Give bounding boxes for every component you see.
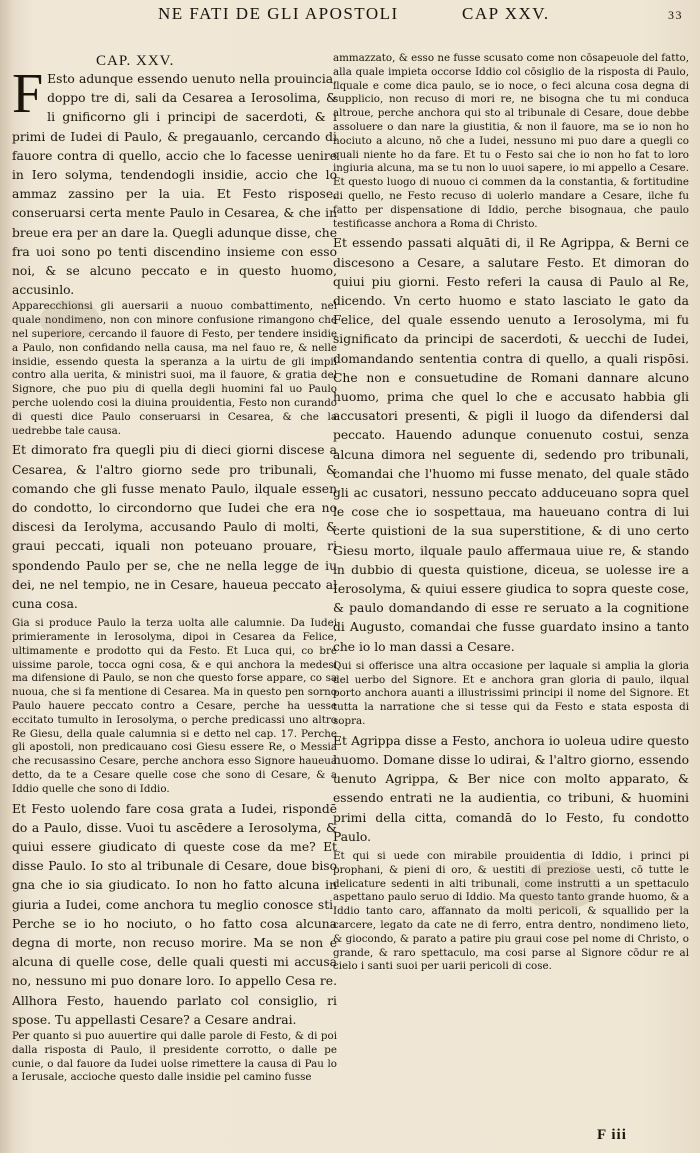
running-chapter: CAP XXV. [462, 4, 550, 23]
folio-number: 33 [668, 8, 683, 22]
signature-mark: F iii [597, 1127, 627, 1143]
commentary-paragraph-4: ammazzato, & esso ne fusse scusato come non cōsapeuole del fatto, alla quale impieta occorse Iddio col cōsiglio de la risposta di Paulo, ilquale e come dica paulo, se io noce, o feci alcuna cosa degna di supplicio, non recuso di mori re, ne bisogna che tu mi conduca altroue, perche anchora qui sto al tribunale di Cesare, doue debbe assoluere o dan nare la giustitia, & non il fauore, ma se io non ho nociuto a alcuno, nō che a Iudei, nessuno mi puo dare a quegli co quali niente ho da fare. Et tu o Festo sai che io non ho fat to loro ingiuria alcuna, ma se tu non lo uuoi sapere, io mi appello a Cesare. Et questo luogo di nuouo ci commen da la constantia, & fortitudine di quello, ne Festo recuso di uolerlo mandare a Cesare, ilche fu fatto per dispensatione di Iddio, perche bisognaua, che paulo testificasse anchora a Roma di Christo. [333, 52, 689, 230]
commentary-paragraph-2: Gia si produce Paulo la terza uolta alle calumnie. Da Iudei primieramente in Ierosolyma, dipoi in Cesarea da Felice, ultimamente e prodotto qui da Festo. Et Luca qui, co bre uissime parole, tocca ogni cosa, & e qui anchora la medesi ma difensione di Paulo, se non che questo forse appare, co sa nuoua, che si fa mentione di Cesarea. Ma in questo pen sorno Paulo hauere peccato contro a Cesare, perche ha uesse eccitato tumulto in Ierosolyma, o perche predicassi uno altro Re Giesu, della quale calumnia si e detto nel cap. 17. Perche gli apostoli, non predicauano cosi Giesu essere Re, o Messia che recusassino Cesare, perche anchora esso Signore haueua detto, da te a Cesare quelle cose che sono di Cesare, & a Iddio quelle che sono di Iddio. [12, 617, 337, 795]
paper-stain [520, 860, 600, 910]
commentary-paragraph-3: Per quanto si puo auuertire qui dalle parole di Festo, & di poi dalla risposta di Paulo, il presidente corrotto, o dalle pe cunie, o dal fauore da Iudei uolse rimettere la causa di Pau lo a Ierusale, accioche questo dalle insidie pel camino fusse [12, 1030, 337, 1084]
running-title: NE FATI DE GLI APOSTOLI [158, 4, 399, 23]
commentary-paragraph-1: Apparecchionsi gli auersarii a nuouo combattimento, nel quale nondimeno, non con minore confusione rimangono che nel superiore, cercando il fauore di Festo, per tendere insidie a Paulo, non confidando nella causa, ma nel fauo re, & nelle insidie, essendo questa la speranza a la uirtu de gli impii contro alla uerita, & ministri suoi, ma il fauore, & gratia del Signore, che puo piu di quella degli huomini fal uo Paulo perche uolendo cosi la diuina prouidentia, Festo non curando di questi dice Paulo conseruarsi in Cesarea, & che la uedrebbe tale causa. [12, 300, 337, 437]
drop-cap-letter: F [12, 63, 44, 125]
scripture-paragraph-5: Et Agrippa disse a Festo, anchora io uoleua udire questo huomo. Domane disse lo udirai, & l'altro giorno, essendo uenuto Agrippa, & Ber nice con molto apparato, & essendo entrati ne la audientia, co tribuni, & huomini primi della citta, comandā do lo Festo, fu condotto Paulo. [333, 733, 689, 844]
scripture-paragraph-2: Et dimorato fra quegli piu di dieci giorni discese a Cesarea, & l'altro giorno sede pro tribunali, & comando che gli fusse menato Paulo, ilquale essen do condotto, lo circondorno que Iudei che era no discesi da Ierolyma, accusando Paulo di molti, & graui peccati, iquali non poteuano prouare, ri spondendo Paulo per se, che ne nella legge de iu dei, ne nel tempio, ne in Cesare, haueua peccato al cuna cosa. [12, 443, 337, 612]
scripture-paragraph-4: Et essendo passati alquāti di, il Re Agrippa, & Berni ce discesono a Cesare, a salutare Festo. Et dimoran do quiui piu giorni. Festo referi la causa di Paulo al Re, dicendo. Vn certo huomo e stato lasciato le gato da Felice, del quale essendo uenuto a Ierosolyma, mi fu significato da principi de sacerdoti, & uecchi de Iudei, domandando sententia contra di quello, a quali rispōsi. Che non e consuetudine de Romani dannare alcuno huomo, prima che quel lo che e accusato habbia gli accusatori presenti, & pigli il luogo da difendersi dal peccato. Hauendo adunque conuenuto costui, senza alcuna dimora nel seguente di, sedendo pro tribunali, comandai che l'huomo mi fusse menato, del quale stādo gli ac cusatori, nessuno peccato adduceuano sopra quel le cose che io sospettaua, ma haueuano contra di lui certe quistioni de la sua superstitione, & di uno certo Giesu morto, ilquale paulo affermaua uiue re, & stando in dubbio di questa quistione, diceua, se uolesse ire a Ierosolyma, & quiui essere giudica to sopra queste cose, & paulo domandando di esse re seruato a la cognitione di Augusto, comandai che fusse guardato insino a tanto che io lo man dassi a Cesare. [333, 236, 689, 654]
commentary-paragraph-6: Et qui si uede con mirabile prouidentia di Iddio, i princi pi prophani, & pieni di oro, & uestiti di preziose uesti, cō tutte le delicature sedenti in alti tribunali, come instrutti a un spettaculo aspettano paulo seruo di Iddio. Ma questo tanto grande huomo, & a Iddio tanto caro, affannato da molti pericoli, & squallido per la carcere, legato da cate ne di ferro, entra dentro, nondimeno lieto, & giocondo, & parato a patire piu graui cose pel nome di Christo, o grande, & raro spettaculo, ma cosi parse al Signore cōdur re al cielo i santi suoi per uarii pericoli di cose. [333, 850, 689, 973]
right-column [333, 52, 689, 1132]
commentary-paragraph-5: Qui si offerisce una altra occasione per laquale si amplia la gloria del uerbo del Signore. Et e anchora gran gloria di paulo, ilqual porto anchora auanti a illustrissimi principi il nome del Signore. Et tutta la narratione che si tesse qui da Festo e stata esposta di sopra. [333, 659, 689, 728]
paper-stain [40, 300, 100, 340]
chapter-heading: CAP. XXV. [96, 53, 175, 69]
scripture-paragraph-1: Esto adunque essendo uenuto nella prouincia, doppo tre di, sali da Cesarea a Ierosolima, & li gnificorno gli i principi de sacerdoti, & i primi de Iudei di Paulo, & pregauanlo, cercando di fauore contra di quello, accio che lo facesse uenire in Iero solyma, tendendogli insidie, accio che lo ammaz zassino per la uia. Et Festo rispose, conseruarsi certa mente Paulo in Cesarea, & che in breue era per an dare la. Quegli adunque disse, che fra uoi sono po tenti discendino insieme con esso noi, & se alcuno peccato e in questo huomo, accusinlo. [12, 72, 337, 298]
scripture-paragraph-3: Et Festo uolendo fare cosa grata a Iudei, rispondē do a Paulo, disse. Vuoi tu ascēdere a Ierosolyma, & quiui essere giudicato di queste cose da me? Et disse Paulo. Io sto al tribunale di Cesare, doue biso gna che io sia giudicato. Io non ho fatto alcuna in giuria a Iudei, come anchora tu meglio conosce sti. Perche se io ho nociuto, o ho fatto cosa alcuna degna di morte, non recuso morire. Ma se non e alcuna di quelle cose, delle quali questi mi accusa no, nessuno mi puo donare loro. Io appello Cesa re. Allhora Festo, hauendo parlato col consiglio, ri spose. Tu appellasti Cesare? a Cesare andrai. [12, 801, 337, 1027]
left-column [12, 52, 337, 1132]
